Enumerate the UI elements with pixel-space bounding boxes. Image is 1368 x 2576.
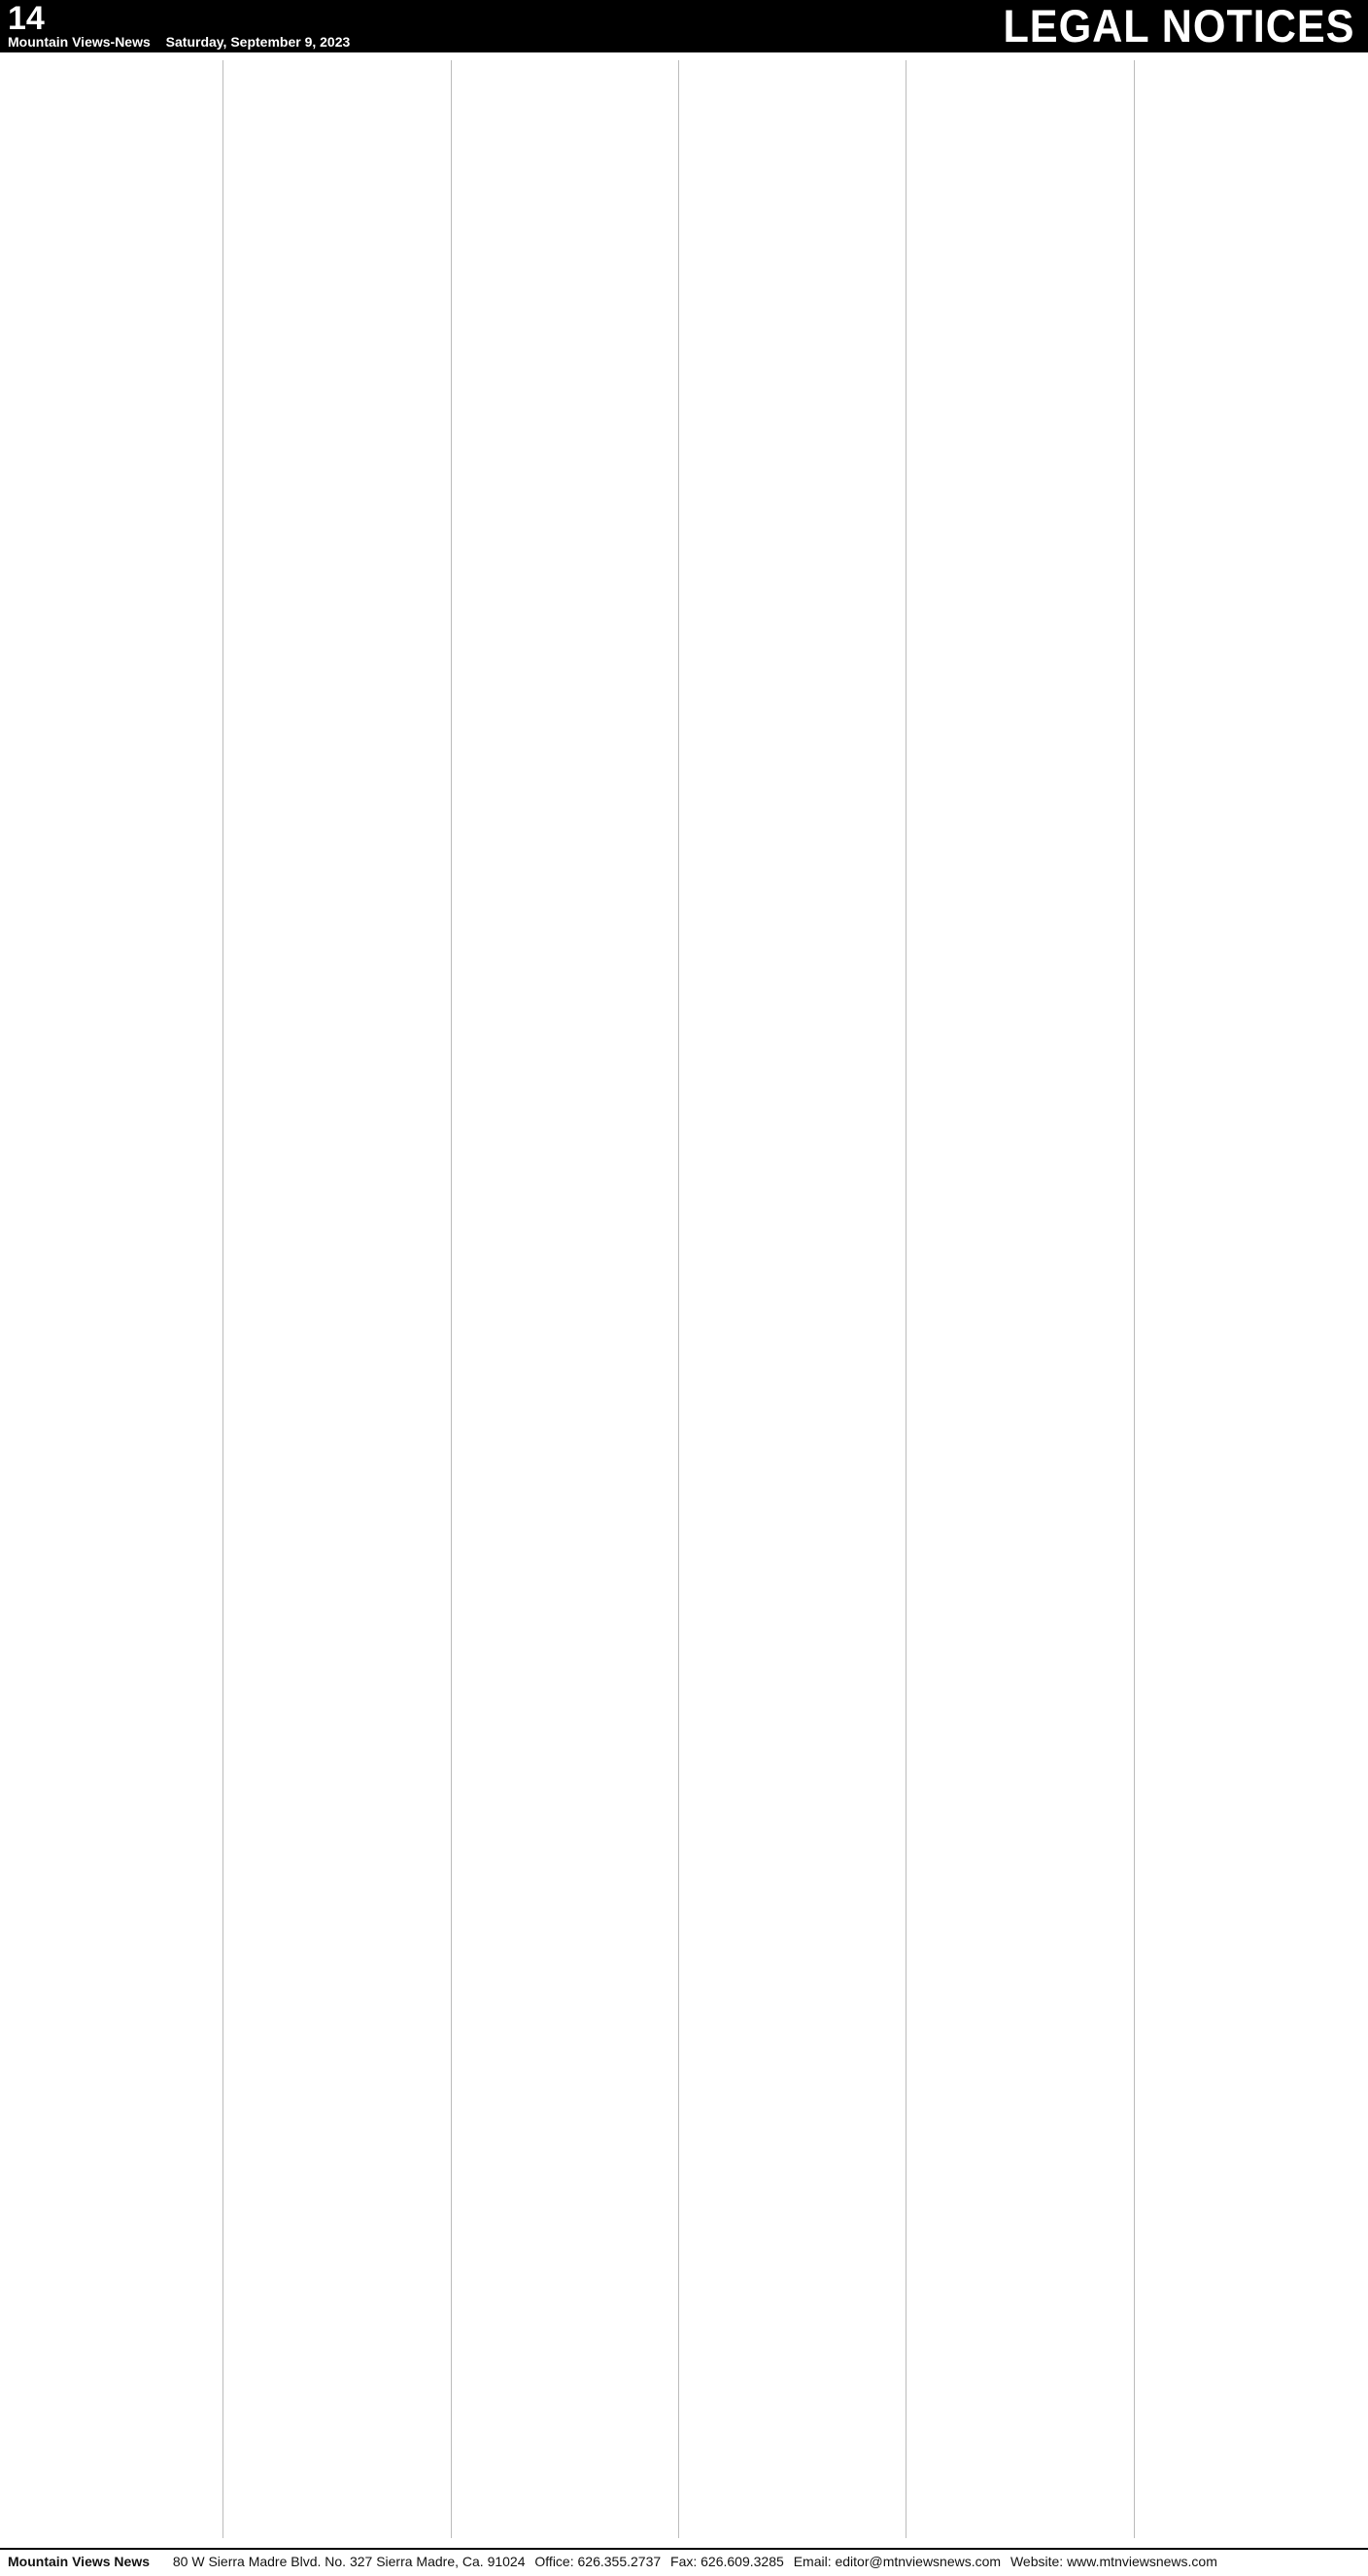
- footer-website: Website: www.mtnviewsnews.com: [1009, 2554, 1217, 2569]
- notice-column: [916, 60, 1134, 2538]
- footer-email: Email: editor@mtnviewsnews.com: [793, 2554, 1002, 2569]
- paper-name: Mountain Views-News: [8, 34, 151, 50]
- notice-column: [233, 60, 451, 2538]
- notice-column: [1145, 60, 1362, 2538]
- notice-column: [462, 60, 679, 2538]
- footer: [0, 2548, 1368, 2576]
- notice-column: [689, 60, 906, 2538]
- footer-office-phone: Office: 626.355.2737: [534, 2554, 662, 2569]
- paper-info: [8, 34, 361, 50]
- masthead: [0, 0, 1368, 52]
- section-title: LEGAL NOTICES: [1003, 0, 1354, 52]
- notices-columns: [6, 60, 1362, 2538]
- footer-paper-name: Mountain Views News: [8, 2554, 150, 2569]
- page-number: 14: [8, 0, 45, 37]
- issue-date: Saturday, September 9, 2023: [165, 34, 351, 50]
- footer-fax: Fax: 626.609.3285: [670, 2554, 784, 2569]
- footer-address: 80 W Sierra Madre Blvd. No. 327 Sierra Madre, Ca. 91024: [172, 2554, 526, 2569]
- notice-column: [6, 60, 223, 2538]
